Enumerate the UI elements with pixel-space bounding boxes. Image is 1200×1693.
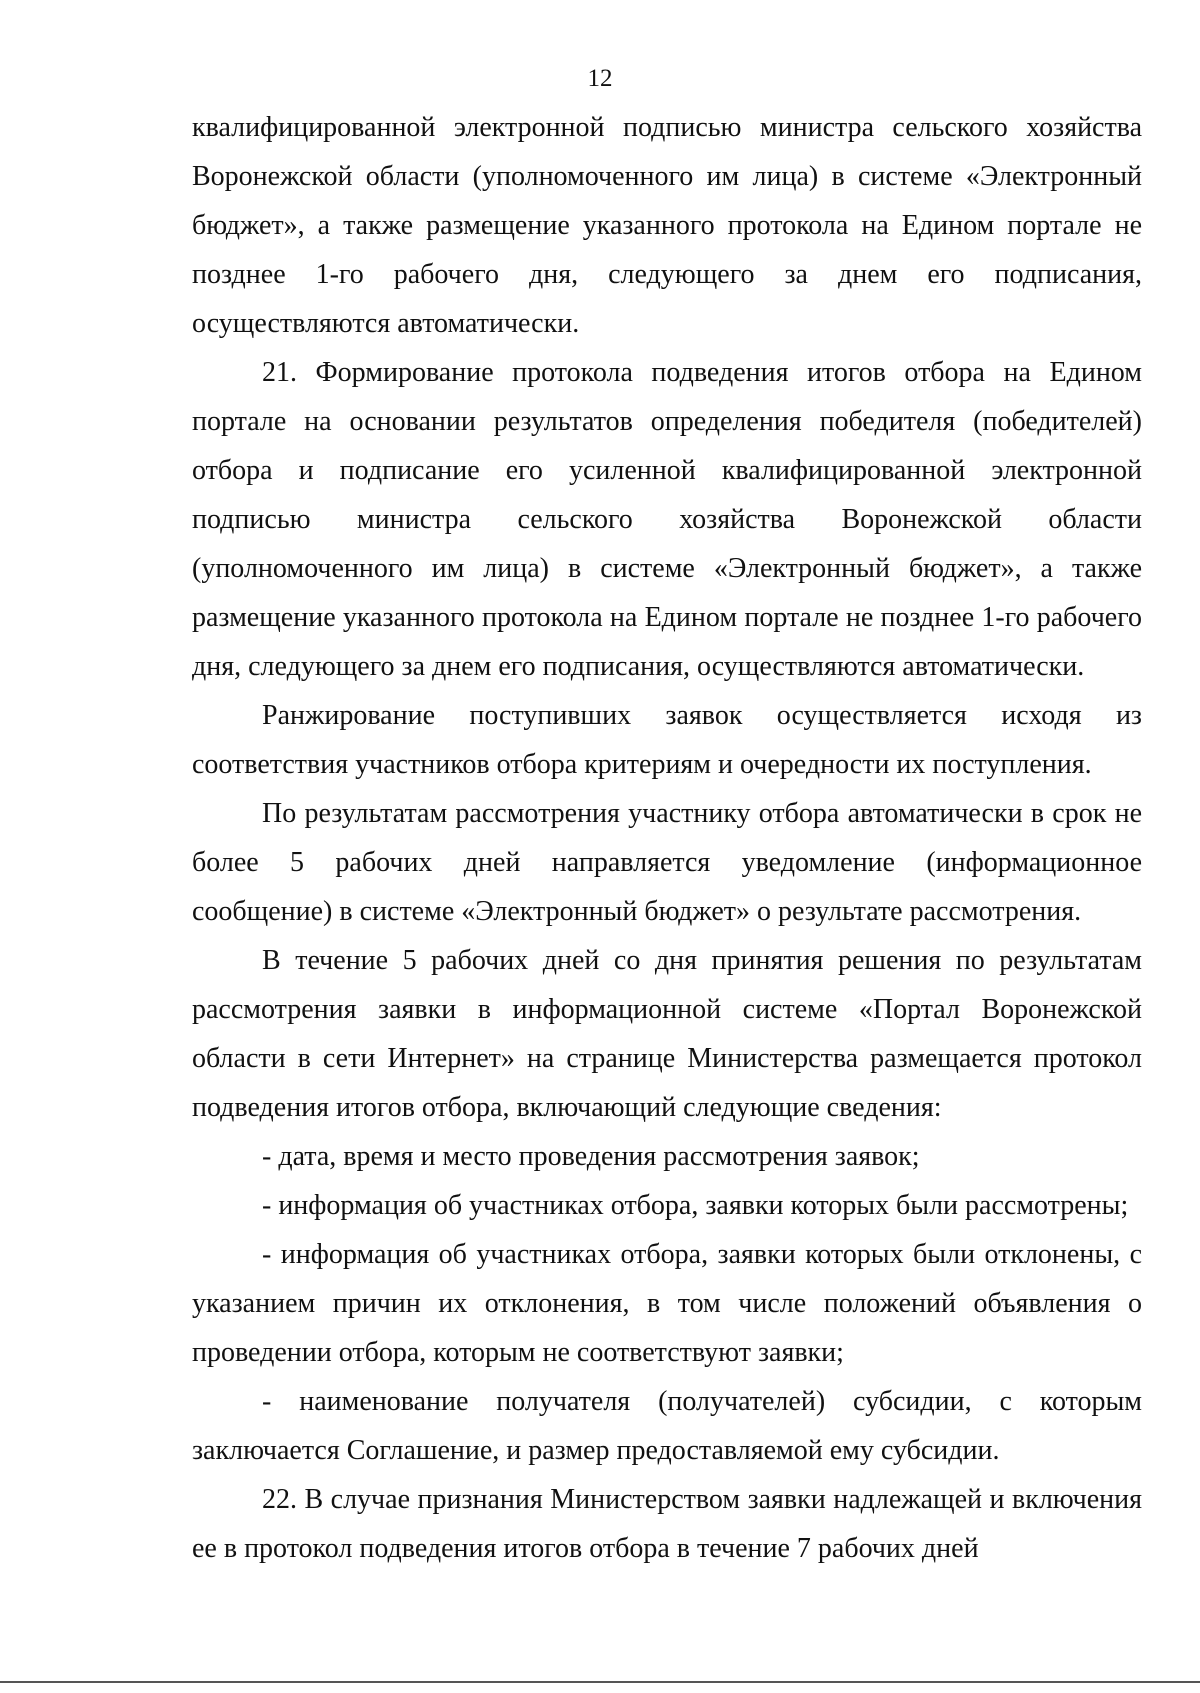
bottom-divider-line bbox=[0, 1681, 1200, 1683]
page-number: 12 bbox=[587, 65, 613, 92]
list-item-date-time-place: - дата, время и место проведения рассмотрения заявок; bbox=[262, 1141, 920, 1172]
paragraph-21: 21. Формирование протокола подведения итогов отбора на Едином портале на основании результатов определения победителя (победителей) отбора и подписание его усиленной квалифицированной электронной подписью министра сельского хозяйства Воронежской области (уполномоченного им лица) в системе «Электронный бюджет», а также размещение указанного протокола на Едином портале не позднее 1-го рабочего дня, следующего за днем его подписания, осуществляются автоматически. bbox=[192, 357, 1142, 682]
paragraph-ranking: Ранжирование поступивших заявок осуществляется исходя из соответствия участников отбора критериям и очередности их поступления. bbox=[192, 700, 1142, 780]
document-body bbox=[192, 103, 1142, 1573]
paragraph-continuation: квалифицированной электронной подписью министра сельского хозяйства Воронежской области (уполномоченного им лица) в системе «Электронный бюджет», а также размещение указанного протокола на Едином портале не позднее 1-го рабочего дня, следующего за днем его подписания, осуществляются автоматически. bbox=[192, 112, 1142, 339]
paragraph-notification: По результатам рассмотрения участнику отбора автоматически в срок не более 5 рабочих дней направляется уведомление (информационное сообщение) в системе «Электронный бюджет» о результате рассмотрения. bbox=[192, 798, 1142, 927]
paragraph-protocol-publication: В течение 5 рабочих дней со дня принятия решения по результатам рассмотрения заявки в информационной системе «Портал Воронежской области в сети Интернет» на странице Министерства размещается протокол подведения итогов отбора, включающий следующие сведения: bbox=[192, 945, 1142, 1123]
list-item-reviewed-participants: - информация об участниках отбора, заявки которых были рассмотрены; bbox=[262, 1190, 1129, 1221]
list-item-rejected-participants: - информация об участниках отбора, заявки которых были отклонены, с указанием причин их отклонения, в том числе положений объявления о проведении отбора, которым не соответствуют заявки; bbox=[192, 1239, 1142, 1368]
list-item-recipient-name: - наименование получателя (получателей) субсидии, с которым заключается Соглашение, и размер предоставляемой ему субсидии. bbox=[192, 1386, 1142, 1466]
paragraph-22: 22. В случае признания Министерством заявки надлежащей и включения ее в протокол подведения итогов отбора в течение 7 рабочих дней bbox=[192, 1484, 1142, 1564]
